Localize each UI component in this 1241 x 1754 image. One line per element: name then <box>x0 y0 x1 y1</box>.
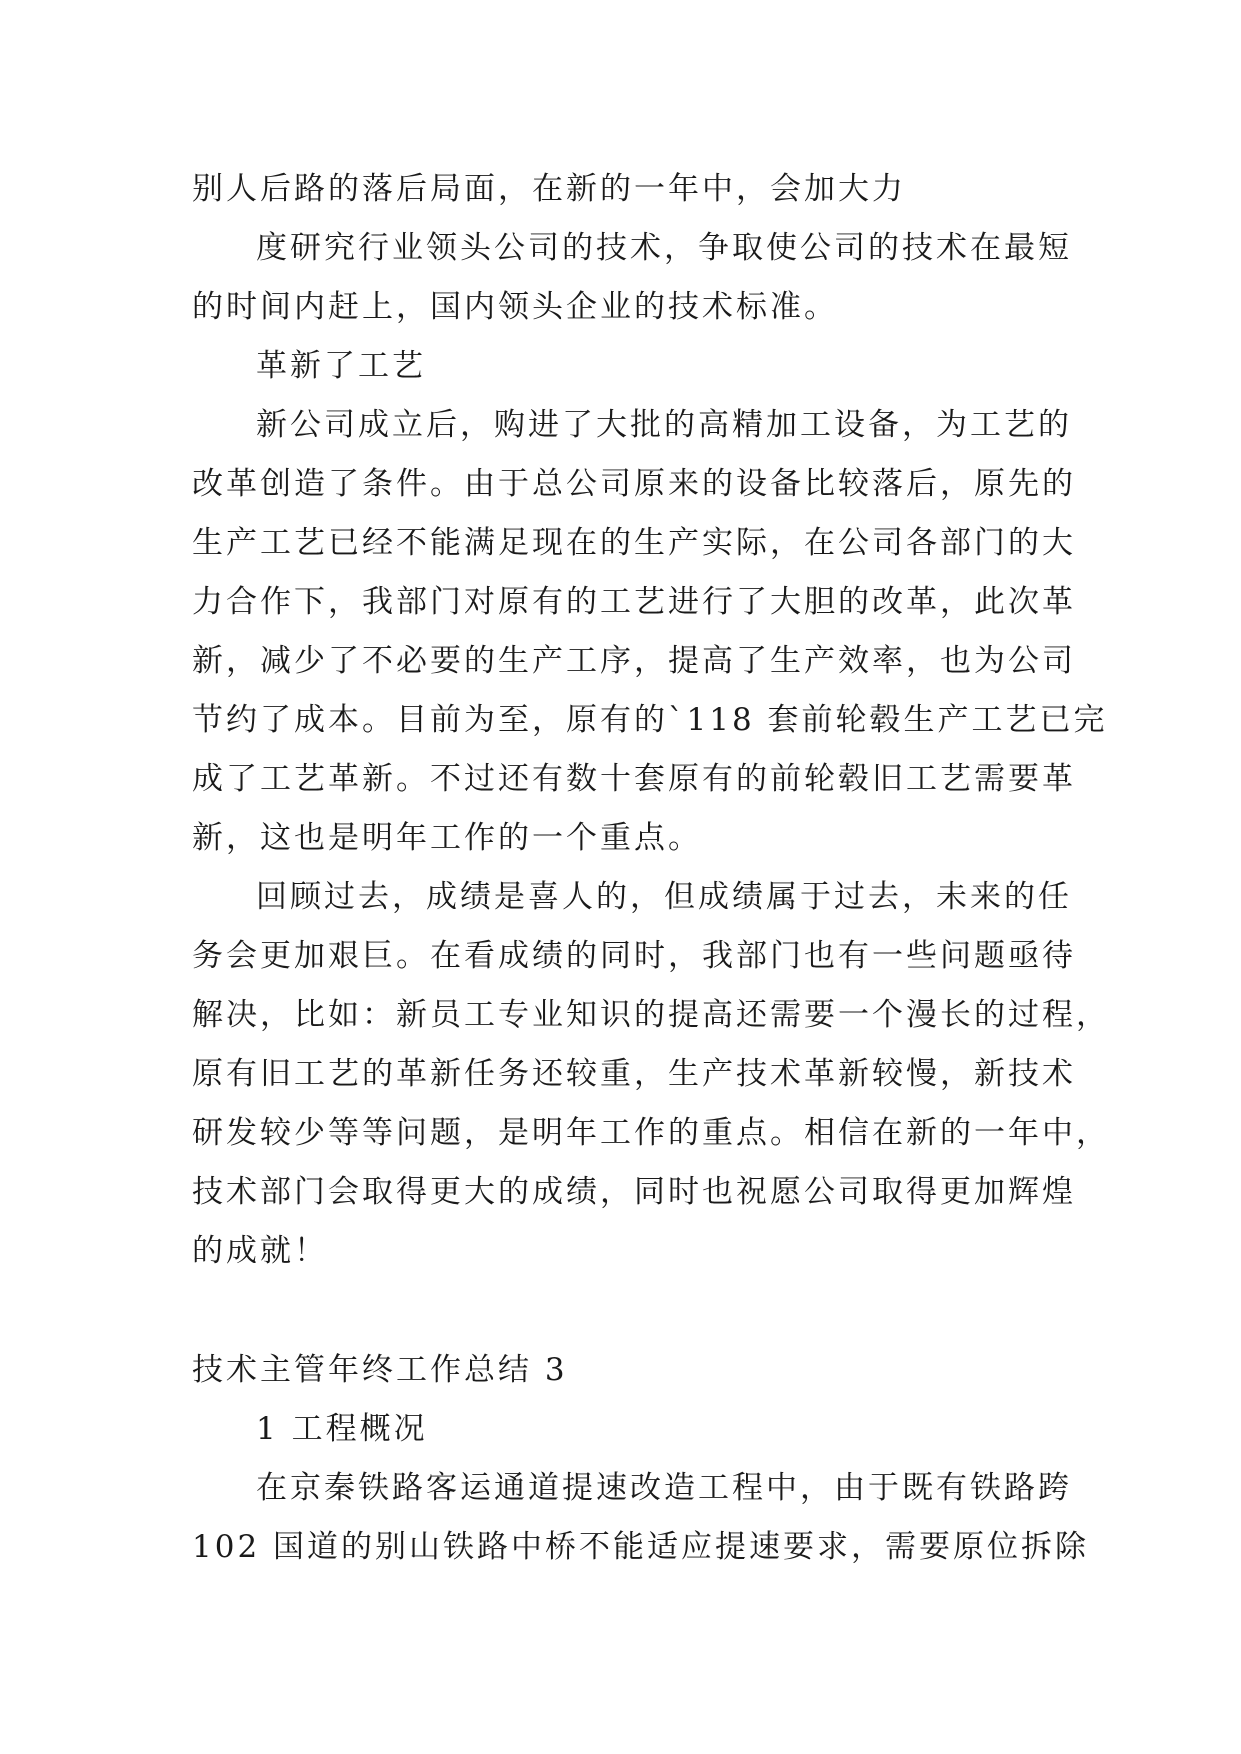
paragraph-line: 研发较少等等问题，是明年工作的重点。相信在新的一年中， <box>192 1115 1110 1151</box>
paragraph-line: 102 国道的别山铁路中桥不能适应提速要求，需要原位拆除 <box>192 1529 1090 1565</box>
paragraph-line: 成了工艺革新。不过还有数十套原有的前轮毂旧工艺需要革 <box>192 761 1076 797</box>
paragraph-line: 解决，比如：新员工专业知识的提高还需要一个漫长的过程， <box>192 997 1110 1033</box>
paragraph-line: 度研究行业领头公司的技术，争取使公司的技术在最短 <box>256 230 1072 266</box>
paragraph-line: 回顾过去，成绩是喜人的，但成绩属于过去，未来的任 <box>256 879 1072 915</box>
section-title: 技术主管年终工作总结 3 <box>192 1352 568 1388</box>
paragraph-line: 新公司成立后，购进了大批的高精加工设备，为工艺的 <box>256 407 1072 443</box>
paragraph-line: 新，减少了不必要的生产工序，提高了生产效率，也为公司 <box>192 643 1076 679</box>
document-body <box>192 160 1110 1577</box>
paragraph-line: 生产工艺已经不能满足现在的生产实际，在公司各部门的大 <box>192 525 1076 561</box>
subheading-overview: 1 工程概况 <box>256 1411 428 1447</box>
paragraph-line: 的时间内赶上，国内领头企业的技术标准。 <box>192 289 838 325</box>
paragraph-line: 力合作下，我部门对原有的工艺进行了大胆的改革，此次革 <box>192 584 1076 620</box>
paragraph-line: 改革创造了条件。由于总公司原来的设备比较落后，原先的 <box>192 466 1076 502</box>
paragraph-line: 在京秦铁路客运通道提速改造工程中，由于既有铁路跨 <box>256 1470 1072 1506</box>
paragraph-line: 新，这也是明年工作的一个重点。 <box>192 820 702 856</box>
paragraph-line: 别人后路的落后局面，在新的一年中，会加大力 <box>192 171 906 207</box>
paragraph-line: 节约了成本。目前为至，原有的`118 套前轮毂生产工艺已完 <box>192 702 1108 738</box>
paragraph-line: 务会更加艰巨。在看成绩的同时，我部门也有一些问题亟待 <box>192 938 1076 974</box>
section-gap <box>192 1281 1050 1341</box>
paragraph-line: 原有旧工艺的革新任务还较重，生产技术革新较慢，新技术 <box>192 1056 1076 1092</box>
paragraph-line: 技术部门会取得更大的成绩，同时也祝愿公司取得更加辉煌 <box>192 1174 1076 1210</box>
subheading-process: 革新了工艺 <box>256 348 426 384</box>
paragraph-line: 的成就！ <box>192 1233 328 1269</box>
